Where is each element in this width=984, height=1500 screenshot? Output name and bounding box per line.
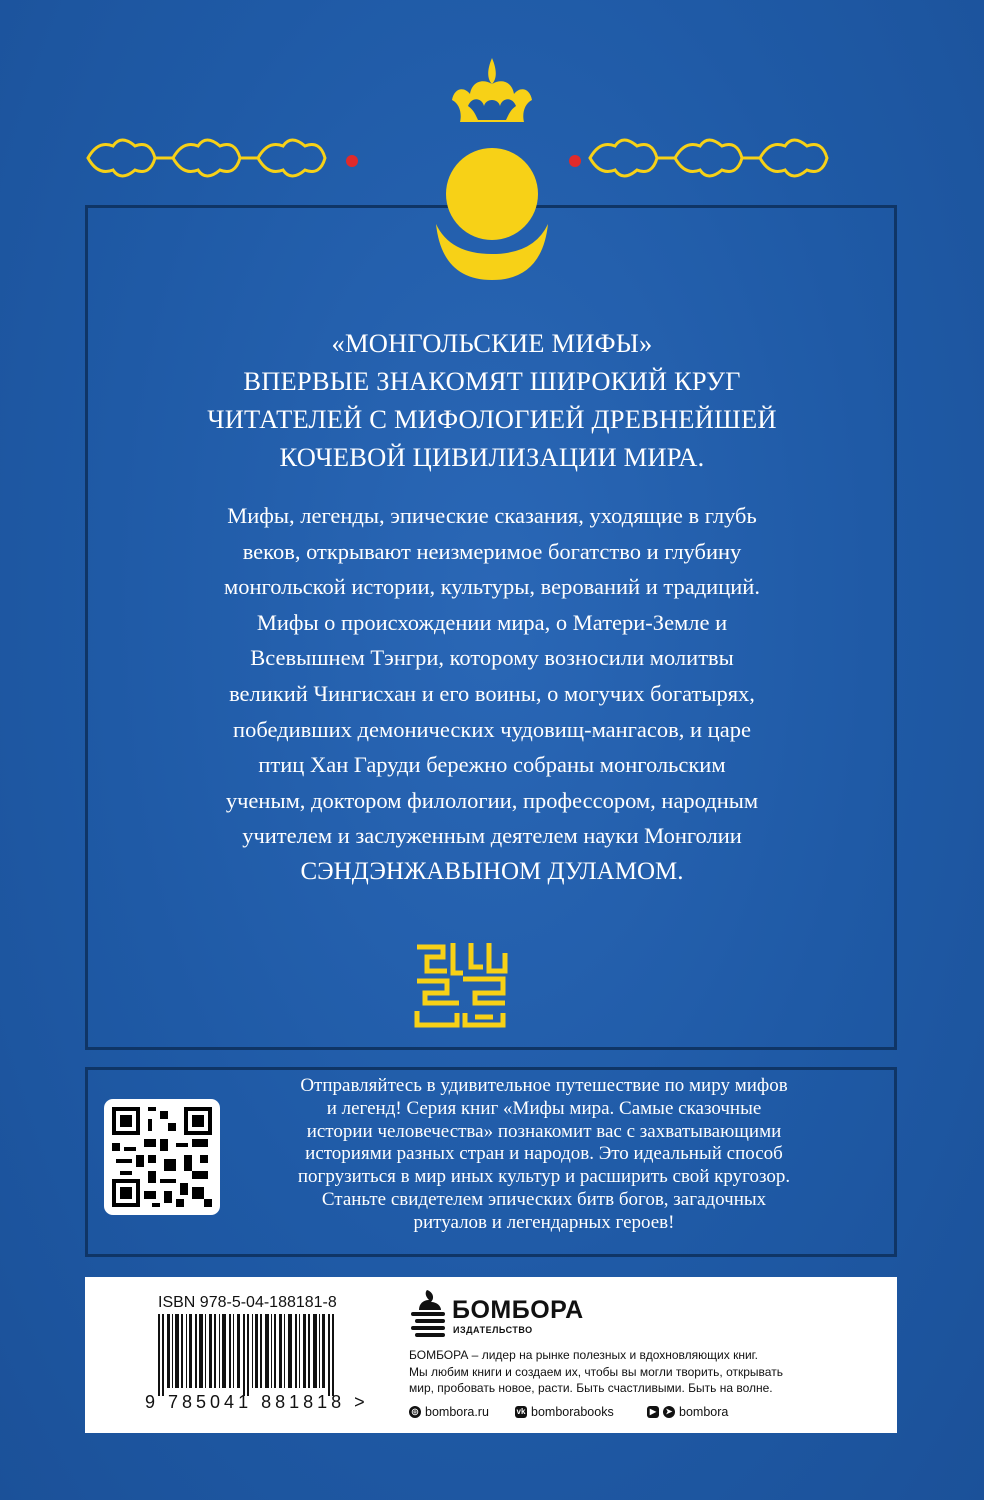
social-site[interactable] — [409, 1405, 489, 1419]
telegram-icon: ➤ — [663, 1406, 675, 1418]
series-line: Станьте свидетелем эпических битв богов, загадочных — [321, 1188, 767, 1210]
publisher-line: мир, пробовать новое, расти. Быть счастливыми. Быть на волне. — [409, 1381, 773, 1395]
series-line: погрузиться в мир иных культур и расширить свой кругозор. — [297, 1166, 791, 1188]
headline-line: ВПЕРВЫЕ ЗНАКОМЯТ ШИРОКИЙ КРУГ — [243, 366, 741, 396]
description — [120, 498, 864, 890]
qr-code[interactable] — [104, 1099, 220, 1215]
series-line: истории человечества» познакомит вас с захватывающими — [306, 1120, 782, 1142]
ornament-right — [585, 133, 845, 183]
barcode-digits: 9 785041 881818 > — [145, 1392, 369, 1412]
qr-code-icon — [112, 1107, 212, 1207]
publisher-line: Мы любим книги и создаем их, чтобы вы могли творить, открывать — [409, 1364, 783, 1379]
isbn-label: ISBN 978-5-04-188181-8 — [158, 1294, 337, 1311]
description-line: ученым, доктором филологии, профессором, народным — [225, 787, 759, 813]
series-line: ритуалов и легендарных героев! — [413, 1211, 675, 1233]
description-line: учителем и заслуженным деятелем науки Монголии — [242, 823, 742, 849]
series-line: Отправляйтесь в удивительное путешествие по миру мифов — [300, 1075, 788, 1096]
other-link[interactable]: bombora — [679, 1405, 729, 1419]
headline-line: «МОНГОЛЬСКИЕ МИФЫ» — [331, 328, 653, 358]
barcode-icon — [158, 1314, 343, 1396]
vk-link[interactable]: bomborabooks — [531, 1405, 614, 1419]
description-line: великий Чингисхан и его воины, о могучих богатырях, — [229, 680, 755, 706]
description-line: монгольской истории, культуры, верований и традиций. — [224, 574, 760, 600]
series-line: и легенд! Серия книг «Мифы мира. Самые сказочные — [326, 1097, 762, 1119]
publisher-line: БОМБОРА – лидер на рынке полезных и вдохновляющих книг. — [409, 1348, 758, 1362]
headline-line: ЧИТАТЕЛЕЙ С МИФОЛОГИЕЙ ДРЕВНЕЙШЕЙ — [207, 404, 777, 434]
description-line: победивших демонических чудовищ-мангасов, и царе — [233, 716, 751, 742]
publisher-description — [409, 1347, 889, 1397]
social-other[interactable] — [647, 1405, 728, 1419]
red-dot-right — [569, 155, 581, 167]
description-line: Мифы, легенды, эпические сказания, уходящие в глубь — [227, 503, 757, 528]
description-line: Мифы о происхождении мира, о Матери-Земле и — [256, 609, 728, 635]
soyombo-emblem-icon — [422, 54, 562, 294]
description-line: Всевышнем Тэнгри, которому возносили молитвы — [250, 645, 734, 671]
bombora-logo-icon — [409, 1288, 449, 1340]
script-seal-icon — [413, 937, 509, 1029]
headline-line: КОЧЕВОЙ ЦИВИЛИЗАЦИИ МИРА. — [279, 442, 705, 472]
globe-icon: ◎ — [409, 1406, 421, 1418]
brand-name: БОМБОРА — [452, 1296, 584, 1324]
brand-subtitle: ИЗДАТЕЛЬСТВО — [453, 1325, 533, 1335]
social-vk[interactable] — [515, 1405, 614, 1419]
red-dot-left — [346, 155, 358, 167]
ornament-left — [83, 133, 343, 183]
series-line: историями разных стран и народов. Это идеальный способ — [305, 1143, 783, 1165]
vk-icon: vk — [516, 1407, 526, 1416]
description-line: веков, открывают неизмеримое богатство и глубину — [242, 538, 742, 564]
series-description — [238, 1075, 850, 1235]
youtube-icon: ▶ — [647, 1406, 659, 1418]
headline — [100, 324, 884, 476]
site-link[interactable]: bombora.ru — [425, 1405, 489, 1419]
description-line: птиц Хан Гаруди бережно собраны монгольским — [258, 752, 726, 778]
author-name: СЭНДЭНЖАВЫНОМ ДУЛАМОМ. — [300, 857, 684, 885]
